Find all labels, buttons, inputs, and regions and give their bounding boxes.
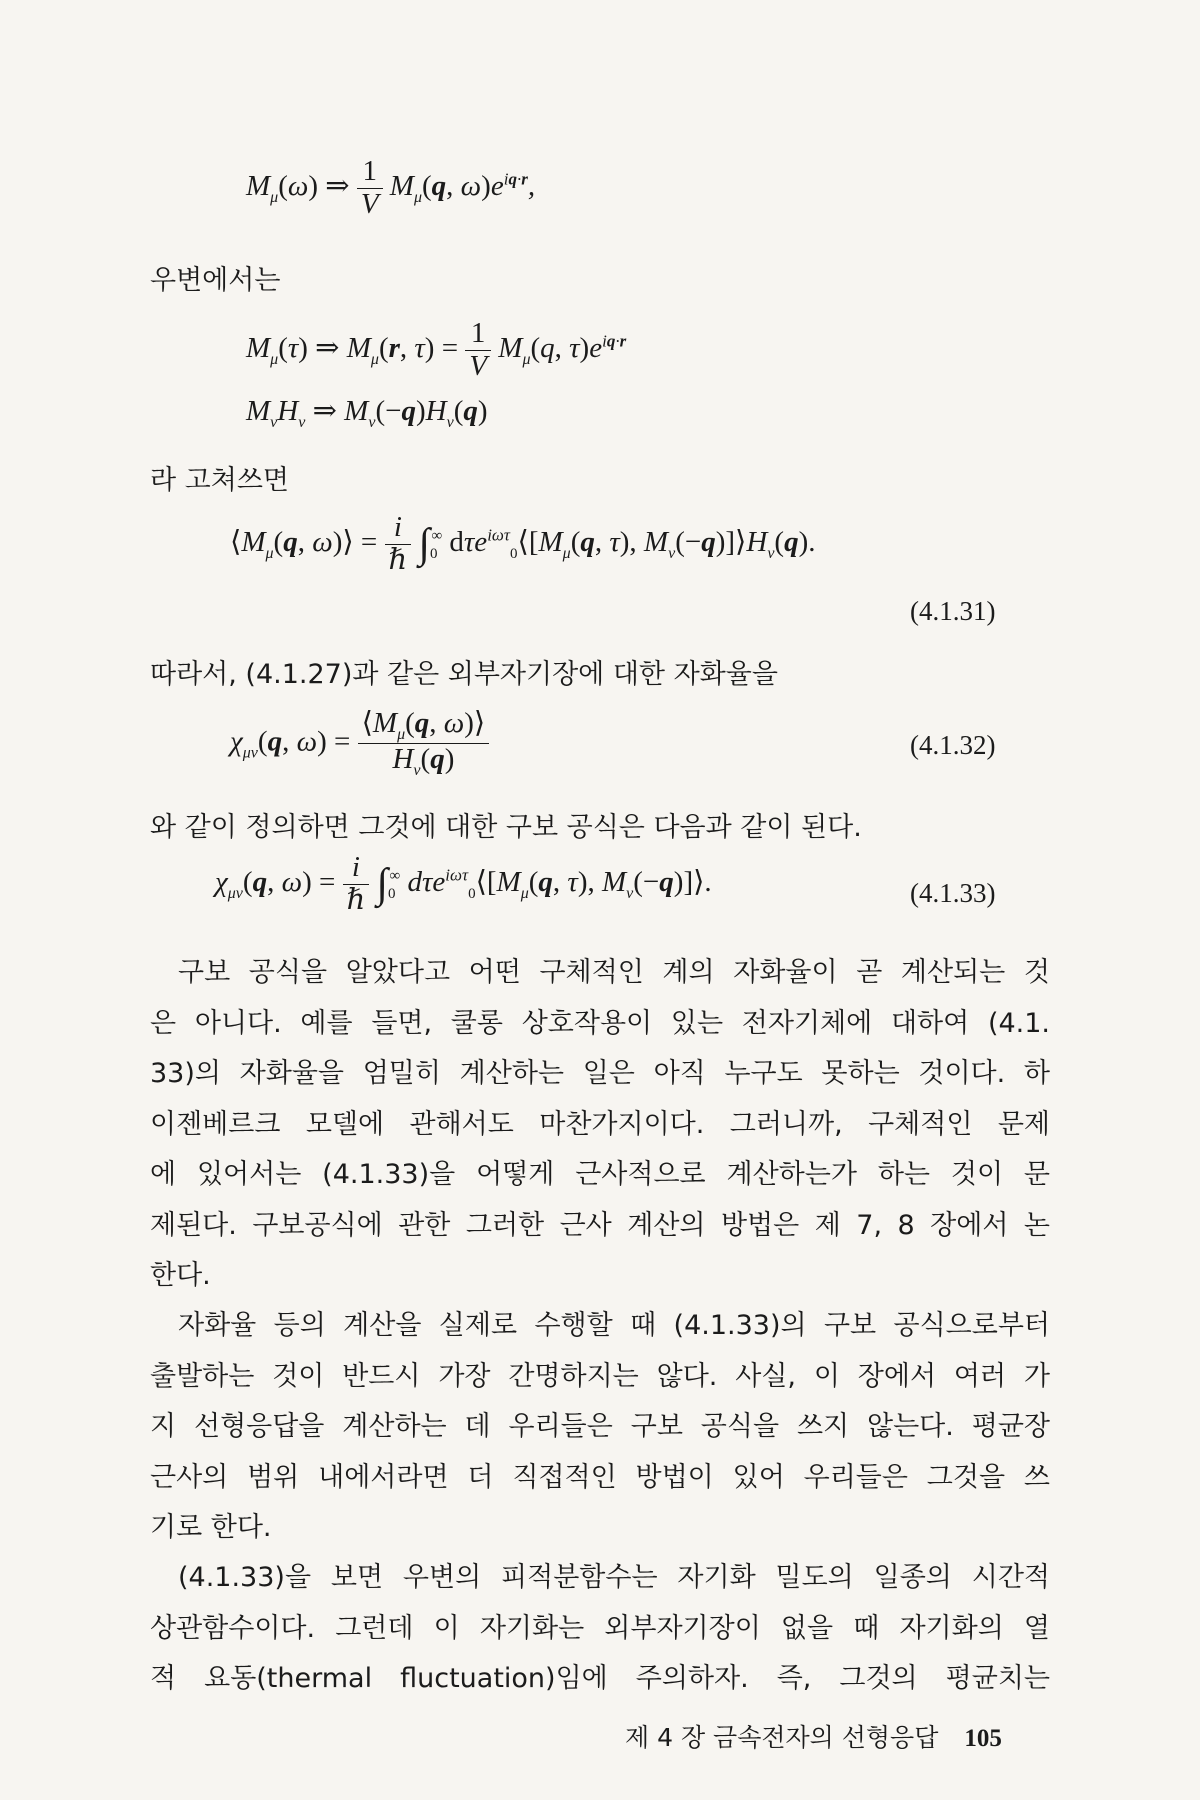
equation-number-4-1-33: (4.1.33): [910, 878, 996, 908]
chapter-title: 제 4 장 금속전자의 선형응답: [625, 1723, 939, 1752]
label-define: 와 같이 정의하면 그것에 대한 구보 공식은 다음과 같이 된다.: [150, 812, 862, 843]
paragraph-line: 자화율 등의 계산을 실제로 수행할 때 (4.1.33)의 구보 공식으로부터: [178, 1310, 1050, 1341]
paragraph-line: 에 있어서는 (4.1.33)을 어떻게 근사적으로 계산하는가 하는 것이 문: [150, 1159, 1050, 1190]
equation-4-1-32: $\chi_{\mu\nu}(q$, ω) = $\frac{⟨M_\mu(q, \omega)⟩}{H_\nu(q)}$: [230, 708, 489, 780]
running-footer: [625, 1718, 1002, 1754]
page-number: 105: [964, 1725, 1002, 1752]
paragraph-linear-response: [150, 1301, 1050, 1554]
label-therefore: 따라서, (4.1.27)과 같은 외부자기장에 대한 자화율을: [150, 659, 778, 690]
label-rewrite: 라 고쳐쓰면: [150, 465, 289, 496]
equation-magnetization-time: $M_\mu(\tau)$ ⇒ $M_\mu(r$, τ) = $\frac{1}{V}$ $M_\mu(q$, $\tau)e^{iq\cdot r}$: [246, 317, 627, 382]
paragraph-line: 지 선형응답을 계산하는 데 우리들은 구보 공식을 쓰지 않는다. 평균장: [150, 1411, 1050, 1442]
equation-number-4-1-32: (4.1.32): [910, 730, 996, 760]
paragraph-correlation: [150, 1553, 1050, 1705]
paragraph-line: 구보 공식을 알았다고 어떤 구체적인 계의 자화율이 곧 계산되는 것: [178, 957, 1050, 988]
paragraph-line: 출발하는 것이 반드시 가장 간명하지는 않다. 사실, 이 장에서 여러 가: [150, 1360, 1050, 1392]
equation-field-coupling: $M_\nu H_\nu$ ⇒ $M_\nu(-q)H_\nu(q)$: [246, 395, 488, 431]
paragraph-line: 한다.: [150, 1260, 211, 1291]
label-right-side: 우변에서는: [150, 265, 281, 296]
paragraph-line: 근사의 범위 내에서라면 더 직접적인 방법이 있어 우리들은 그것을 쓰: [150, 1461, 1050, 1493]
paragraph-line: 33)의 자화율을 엄밀히 계산하는 일은 아직 누구도 못하는 것이다. 하: [150, 1058, 1050, 1089]
paragraph-line: 이젠베르크 모델에 관해서도 마찬가지이다. 그러니까, 구체적인 문제: [150, 1108, 1050, 1140]
paragraph-line: 상관함수이다. 그런데 이 자기화는 외부자기장이 없을 때 자기화의 열: [150, 1612, 1050, 1644]
equation-number-4-1-31: (4.1.31): [910, 596, 996, 626]
paragraph-line: 기로 한다.: [150, 1512, 272, 1543]
equation-magnetization-fourier: $M_\mu(\omega)$ ⇒ $\frac{1}{V}$ $M_\mu(q$, $\omega)e^{iq\cdot r}$,: [246, 155, 536, 220]
paragraph-kubo-formula: [150, 948, 1050, 1302]
equation-4-1-31: $⟨M_\mu(q$, ω)⟩ = $\frac{i}{\text{ℏ}}$ $\int_0^\infty$ $d\tau e^{i\omega\tau}_0⟨[M_\mu(q$, τ), $M_\nu(-q)]⟩H_\nu(q)$.: [230, 511, 816, 576]
equation-4-1-33: $\chi_{\mu\nu}(q$, ω) = $\frac{i}{\text{ℏ}}$ $\int_0^\infty$ $d\tau e^{i\omega\tau}_0⟨[M_\mu(q$, τ), $M_\nu(-q)]⟩$.: [215, 851, 712, 916]
paragraph-line: 제된다. 구보공식에 관한 그러한 근사 계산의 방법은 제 7, 8 장에서 논: [150, 1209, 1050, 1241]
paragraph-line: 은 아니다. 예를 들면, 쿨롱 상호작용이 있는 전자기체에 대하여 (4.1.: [150, 1007, 1050, 1039]
paragraph-line: (4.1.33)을 보면 우변의 피적분함수는 자기화 밀도의 일종의 시간적: [178, 1562, 1050, 1593]
paragraph-line: 적 요동(thermal fluctuation)임에 주의하자. 즉, 그것의 평균치는: [150, 1663, 1050, 1694]
